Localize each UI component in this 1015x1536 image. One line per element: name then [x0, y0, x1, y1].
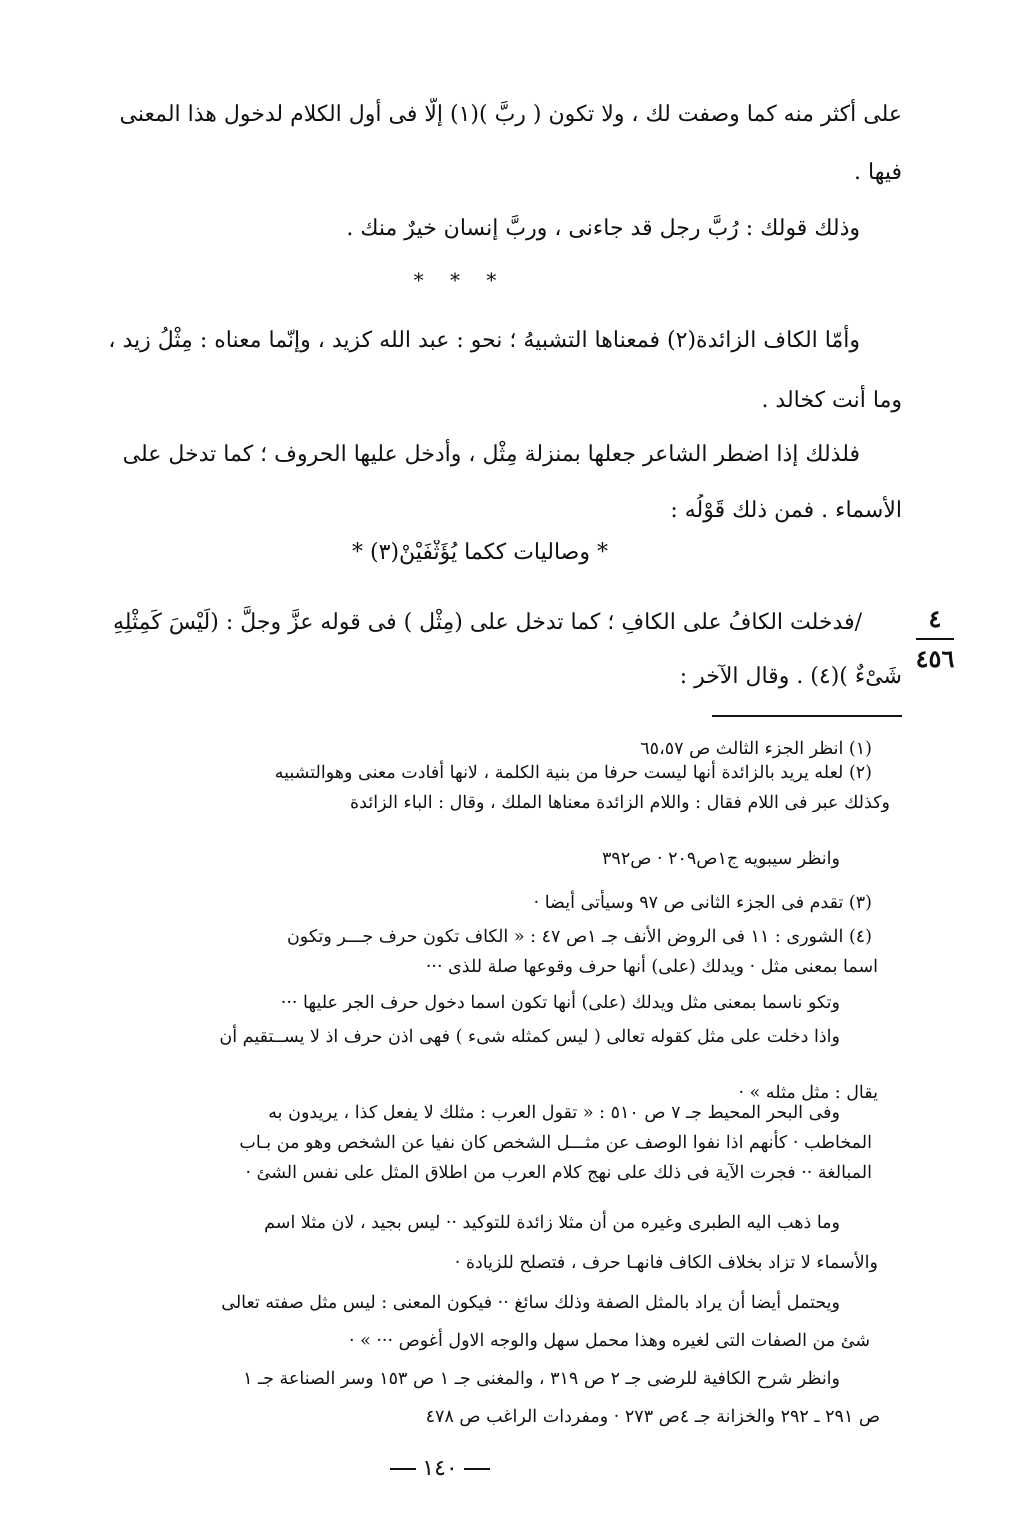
- body-line-4: وأمّا الكاف الزائدة(٢) فمعناها التشبيهُ ؛ نحو : عبد الله كزيد ، وإنّما معناه : مِثْلُ زيد ،: [108, 328, 860, 353]
- body-line-9: شَىْءٌ )(٤) . وقال الآخر :: [679, 664, 902, 689]
- margin-reference: [912, 602, 958, 676]
- body-line-6: فلذلك إذا اضطر الشاعر جعلها بمنزلة مِثْل ، وأدخل عليها الحروف ؛ كما تدخل على: [122, 442, 860, 467]
- footnote-line-12: المخاطب · كأنهم اذا نفوا الوصف عن مثـــل الشخص كان نفيا عن الشخص وهو من بـاب: [239, 1133, 872, 1153]
- footnote-line-10: يقال : مثل مثله » ·: [738, 1083, 878, 1103]
- footnote-line-3: وكذلك عبر فى اللام فقال : واللام الزائدة معناها الملك ، وقال : الباء الزائدة: [350, 793, 890, 813]
- footnote-separator: [712, 715, 902, 717]
- footnote-line-4: وانظر سيبويه ج١ص٢٠٩ · ص٣٩٢: [602, 849, 840, 869]
- footnote-line-14: وما ذهب اليه الطبرى وغيره من أن مثلا زائدة للتوكيد ·· ليس بجيد ، لان مثلا اسم: [264, 1213, 840, 1233]
- body-line-7: الأسماء . فمن ذلك قَوْلُه :: [670, 498, 902, 523]
- page-number-dash-left: [390, 1468, 416, 1470]
- footnote-line-15: والأسماء لا تزاد بخلاف الكاف فانهـا حرف ، فتصلح للزيادة ·: [454, 1253, 878, 1273]
- footnote-line-13: المبالغة ·· فجرت الآية فى ذلك على نهج كلام العرب من اطلاق المثل على نفس الشئ ·: [245, 1163, 872, 1183]
- body-line-8: /فدخلت الكافُ على الكافِ ؛ كما تدخل على (مِثْل ) فى قوله عزَّ وجلَّ : (لَيْسَ كَمِثْلِهِ: [112, 610, 862, 635]
- footnote-line-6: (٤) الشورى : ١١ فى الروض الأنف جـ ١ص ٤٧ : « الكاف تكون حرف جـــر وتكون: [286, 927, 872, 947]
- footnote-line-17: شئ من الصفات التى لغيره وهذا محمل سهل والوجه الاول أغوص ··· » ·: [348, 1331, 870, 1351]
- footnote-line-7: اسما بمعنى مثل · ويدلك (على) أنها حرف وقوعها صلة للذى ···: [425, 957, 878, 977]
- margin-reference-page: ٤٥٦: [915, 644, 955, 673]
- verse-line: * وصاليات ككما يُؤَثْفَيْنْ(٣) *: [352, 540, 608, 565]
- footnote-line-2: (٢) لعله يريد بالزائدة أنها ليست حرفا من بنية الكلمة ، لانها أفادت معنى وهوالتشبيه: [274, 763, 872, 783]
- margin-reference-volume: ٤: [928, 604, 942, 633]
- footnote-line-19: ص ٢٩١ ـ ٢٩٢ والخزانة جـ ٤ص ٢٧٣ · ومفردات الراغب ص ٤٧٨: [425, 1407, 880, 1427]
- footnote-line-1: (١) انظر الجزء الثالث ص ٦٥،٥٧: [640, 739, 872, 759]
- margin-reference-rule: [916, 638, 954, 640]
- footnote-line-9: واذا دخلت على مثل كقوله تعالى ( ليس كمثله شىء ) فهى اذن حرف اذ لا يســتقيم أن: [219, 1027, 840, 1047]
- page-number-dash-right: [464, 1468, 490, 1470]
- body-line-2: فيها .: [854, 160, 902, 185]
- footnote-line-11: وفى البحر المحيط جـ ٧ ص ٥١٠ : « تقول العرب : مثلك لا يفعل كذا ، يريدون به: [268, 1103, 840, 1123]
- page-number: [380, 1456, 500, 1481]
- body-line-1: على أكثر منه كما وصفت لك ، ولا تكون ( ربَّ )(١) إلّا فى أول الكلام لدخول هذا المعنى: [119, 102, 902, 127]
- footnote-line-18: وانظر شرح الكافية للرضى جـ ٢ ص ٣١٩ ، والمغنى جـ ١ ص ١٥٣ وسر الصناعة جـ ١: [243, 1369, 840, 1389]
- footnote-line-16: ويحتمل أيضا أن يراد بالمثل الصفة وذلك سائغ ·· فيكون المعنى : ليس مثل صفته تعالى: [221, 1293, 840, 1313]
- page-number-value: ١٤٠: [422, 1456, 458, 1481]
- footnote-line-8: وتكو ناسما بمعنى مثل ويدلك (على) أنها تكون اسما دخول حرف الجر عليها ···: [280, 993, 840, 1013]
- body-line-5: وما أنت كخالد .: [761, 388, 902, 413]
- section-separator: * * *: [413, 268, 507, 292]
- footnote-line-5: (٣) تقدم فى الجزء الثانى ص ٩٧ وسيأتى أيضا ·: [533, 893, 872, 913]
- body-line-3: وذلك قولك : رُبَّ رجل قد جاءنى ، وربَّ إنسان خيرٌ منك .: [346, 216, 860, 241]
